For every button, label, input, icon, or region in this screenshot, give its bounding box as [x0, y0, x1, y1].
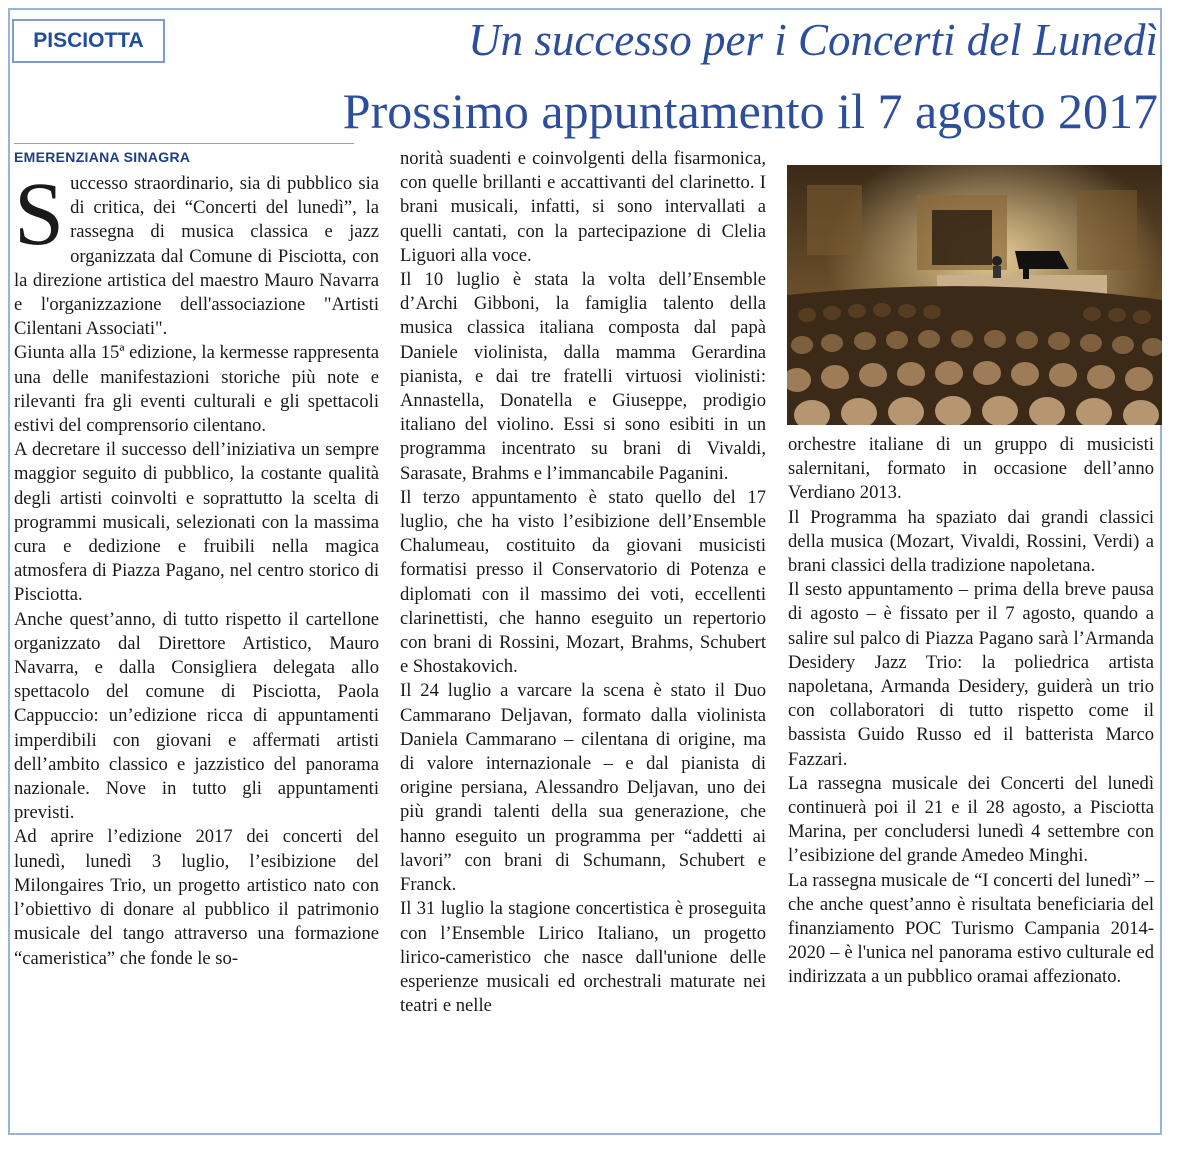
article-column-3	[788, 433, 1154, 990]
section-tag: PISCIOTTA	[12, 19, 165, 63]
paragraph: norità suadenti e coinvolgenti della fisarmonica, con quelle brillanti e accattivanti del clarinetto. I brani musicali, infatti, si sono intervallati a quelli cantati, con la partecipazione di Clelia Liguori alla voce.	[400, 148, 766, 266]
concert-photo	[787, 165, 1162, 425]
headline-secondary: Prossimo appuntamento il 7 agosto 2017	[342, 83, 1158, 139]
paragraph: Il 31 luglio la stagione concertistica è proseguita con l’Ensemble Lirico Italiano, un progetto lirico-cameristico che nasce dall'unione delle esperienze musicali ed orchestrali maturate nei teatri e nelle	[400, 898, 766, 1017]
paragraph: La rassegna musicale dei Concerti del lunedì continuerà poi il 21 e il 28 agosto, a Pisciotta Marina, per concludersi lunedì 4 settembre con l’esibizione del grande Amedeo Minghi.	[788, 772, 1154, 867]
headline-primary: Un successo per i Concerti del Lunedì	[468, 15, 1158, 65]
paragraph: orchestre italiane di un gruppo di musicisti salernitani, formato in occasione dell’anno Verdiano 2013.	[788, 434, 1154, 504]
article-column-1	[14, 165, 379, 971]
author-divider	[14, 143, 354, 144]
paragraph: La rassegna musicale de “I concerti del lunedì” – che anche quest’anno è risultata beneficiaria del finanziamento POC Turismo Campania 2014-2020 – è l'unica nel panorama estivo culturale ed indirizzata a un pubblico oramai affezionato.	[788, 869, 1154, 988]
author-byline: EMERENZIANA SINAGRA	[14, 149, 191, 165]
concert-hall-illustration	[787, 165, 1162, 425]
paragraph: Ad aprire l’edizione 2017 dei concerti del lunedì, lunedì 3 luglio, l’esibizione del Milongaires Trio, un progetto artistico nato con l’obiettivo di donare al pubblico il patrimonio musicale del tango attraverso una formazione “cameristica” che fonde le so-	[14, 826, 379, 969]
paragraph: A decretare il successo dell’iniziativa un sempre maggior seguito di pubblico, la costante qualità degli artisti coinvolti e soprattutto la scelta di programmi musicali, selezionati con la massima cura e dedizione e fruibili nella magica atmosfera di Piazza Pagano, nel centro storico di Pisciotta.	[14, 439, 379, 606]
article-column-2	[400, 147, 766, 1018]
paragraph	[14, 165, 379, 341]
paragraph-text: uccesso straordinario, sia di pubblico sia di critica, dei “Concerti del lunedì”, la rassegna di musica classica e jazz organizzata dal Comune di Pisciotta, con la direzione artistica del maestro Mauro Navarra e l'organizzazione dell'associazione "Artisti Cilentani Associati".	[14, 173, 379, 340]
paragraph: Il terzo appuntamento è stato quello del 17 luglio, che ha visto l’esibizione dell’Ensemble Chalumeau, costituito da giovani musicisti formatisi presso il Conservatorio di Potenza e diplomati con il massimo dei voti, eccellenti clarinettisti, che hanno eseguito un repertorio con brani di Rossini, Mozart, Brahms, Schubert e Shostakovich.	[400, 486, 766, 678]
paragraph: Il Programma ha spaziato dai grandi classici della musica (Mozart, Vivaldi, Rossini, Verdi) a brani classici della tradizione napoletana.	[788, 506, 1154, 577]
paragraph: Giunta alla 15ª edizione, la kermesse rappresenta una delle manifestazioni storiche più note e rilevanti fra gli eventi culturali e gli spettacoli estivi del comprensorio cilentano.	[14, 342, 379, 437]
paragraph: Il 10 luglio è stata la volta dell’Ensemble d’Archi Gibboni, la famiglia talento della musica classica italiana composta dal papà Daniele violinista, dalla mamma Gerardina pianista, e dai tre fratelli virtuosi violinisti: Annastella, Donatella e Giuseppe, prodigio italiano del violino. Essi si sono esibiti in un programma incentrato su brani di Vivaldi, Sarasate, Brahms e l’immancabile Paganini.	[400, 269, 766, 484]
paragraph: Il sesto appuntamento – prima della breve pausa di agosto – è fissato per il 7 agosto, quando a salire sul palco di Piazza Pagano sarà l’Armanda Desidery Jazz Trio: la poliedrica artista napoletana, Armanda Desidery, guiderà un trio con collaboratori di tutto rispetto come il bassista Guido Russo ed il batterista Marco Fazzari.	[788, 579, 1154, 770]
drop-cap: S	[14, 165, 65, 264]
paragraph: Il 24 luglio a varcare la scena è stato il Duo Cammarano Deljavan, formato dalla violinista Daniela Cammarano – cilentana di origine, ma di valore internazionale – e dal pianista di origine persiana, Alessandro Deljavan, uno dei più grandi talenti della sua generazione, che hanno eseguito un programma per “addetti ai lavori” con brani di Schumann, Schubert e Franck.	[400, 680, 766, 896]
paragraph: Anche quest’anno, di tutto rispetto il cartellone organizzato dal Direttore Artistico, Mauro Navarra, e dalla Consigliera delegata allo spettacolo del comune di Pisciotta, Paola Cappuccio: un’edizione ricca di appuntamenti imperdibili con giovani e affermati artisti dell’ambito classico e jazzistico del panorama nazionale. Nove in tutto gli appuntamenti previsti.	[14, 608, 379, 824]
